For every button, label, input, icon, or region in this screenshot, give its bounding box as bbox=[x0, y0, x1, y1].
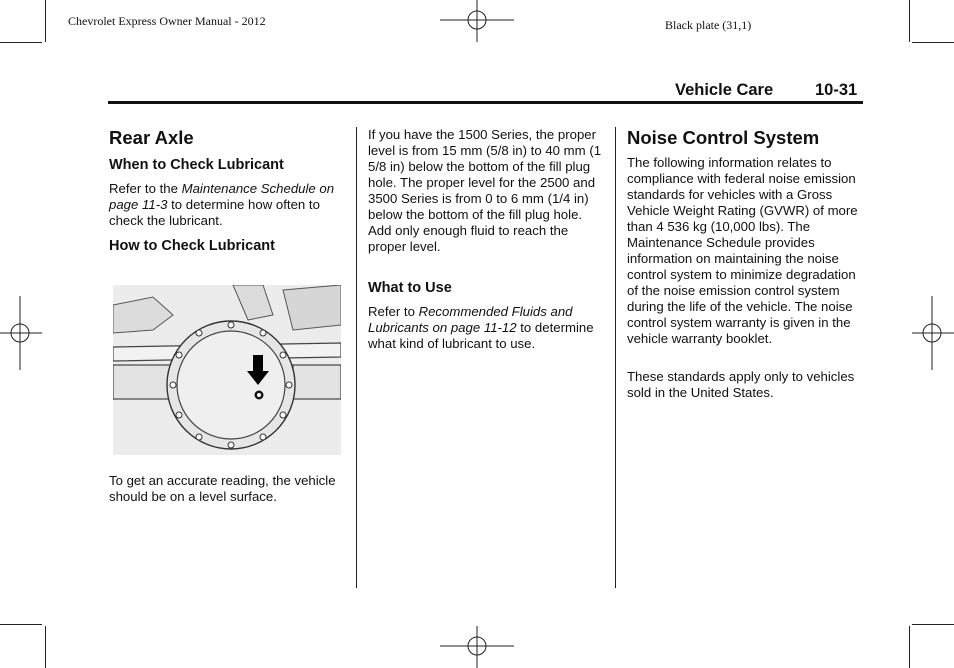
when-text-2: to determine how often to check the lubricant. bbox=[109, 197, 320, 228]
what-text-1: Refer to bbox=[368, 304, 419, 319]
how-heading: How to Check Lubricant bbox=[109, 238, 275, 254]
registration-target-icon bbox=[0, 296, 42, 370]
noise-paragraph-2: These standards apply only to vehicles sold in the United States. bbox=[627, 369, 855, 400]
plate-label: Black plate (31,1) bbox=[665, 18, 752, 32]
when-paragraph bbox=[109, 181, 345, 229]
crop-mark bbox=[912, 42, 954, 43]
crop-mark bbox=[909, 0, 910, 42]
registration-target-icon bbox=[440, 626, 514, 668]
registration-target-icon bbox=[912, 296, 954, 370]
crop-mark bbox=[909, 626, 910, 668]
level-surface-note: To get an accurate reading, the vehicle should be on a level surface. bbox=[109, 473, 336, 504]
column-divider bbox=[615, 127, 616, 588]
crop-mark bbox=[45, 626, 46, 668]
fill-level-paragraph: If you have the 1500 Series, the proper level is from 15 mm (5/8 in) to 40 mm (1 5/8 in) below the bottom of the fill plug hole. The proper level for the 2500 and 3500 Series is from 0 to 6 mm (1/4 in) below the bottom of the fill plug hole. Add only enough fluid to reach the proper level. bbox=[368, 127, 602, 254]
header-rule bbox=[108, 101, 863, 104]
maintenance-schedule-link[interactable]: Maintenance Schedule on page 11-3 bbox=[109, 181, 335, 212]
rear-axle-illustration bbox=[113, 285, 341, 455]
manual-title: Chevrolet Express Owner Manual - 2012 bbox=[68, 14, 266, 28]
page-number: 10-31 bbox=[815, 81, 858, 99]
crop-mark bbox=[0, 624, 42, 625]
crop-mark bbox=[912, 624, 954, 625]
registration-target-icon bbox=[440, 0, 514, 42]
when-heading: When to Check Lubricant bbox=[109, 157, 284, 173]
noise-control-title: Noise Control System bbox=[627, 127, 820, 148]
crop-mark bbox=[0, 42, 42, 43]
rear-axle-title: Rear Axle bbox=[109, 127, 194, 148]
when-text-1: Refer to the bbox=[109, 181, 182, 196]
recommended-fluids-link[interactable]: Recommended Fluids and Lubricants on page 11-12 bbox=[368, 304, 573, 335]
noise-paragraph-1: The following information relates to compliance with federal noise emission standards for vehicles with a Gross Vehicle Weight Rating (GVWR) of more than 4 536 kg (10,000 lbs). The Maintenance Schedule provides information on maintaining the noise control system to minimize degradation of the noise emission control system during the life of the vehicle. The noise control system warranty is given in the vehicle warranty booklet. bbox=[627, 155, 858, 346]
column-divider bbox=[356, 127, 357, 588]
crop-mark bbox=[45, 0, 46, 42]
section-name: Vehicle Care bbox=[675, 81, 774, 99]
what-text-2: to determine what kind of lubricant to use. bbox=[368, 320, 594, 351]
what-paragraph bbox=[368, 304, 604, 352]
what-heading: What to Use bbox=[368, 280, 452, 296]
